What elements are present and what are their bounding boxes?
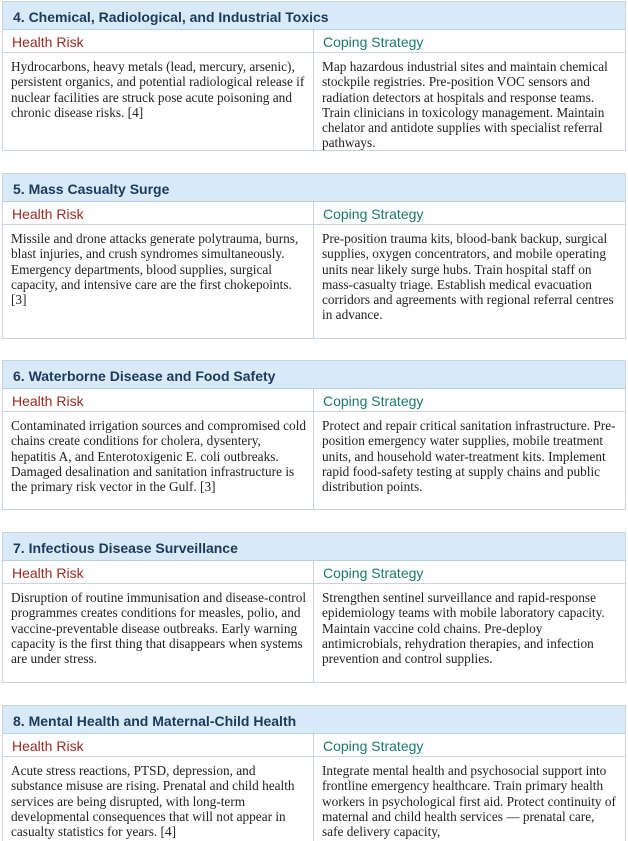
- health-risk-text: Contaminated irrigation sources and compromised cold chains create conditions for cholera, dysentery, hepatitis A, and Enterotoxigenic E. coli outbreaks. Damaged desalination and sanitation infrastructure is the primary risk vector in the Gulf. [3]: [11, 418, 307, 495]
- health-risk-heading: Health Risk: [3, 734, 313, 757]
- coping-strategy-heading: Coping Strategy: [314, 389, 625, 412]
- coping-strategy-heading: Coping Strategy: [314, 561, 625, 584]
- coping-strategy-text: Pre-position trauma kits, blood-bank backup, surgical supplies, oxygen concentrators, and mobile operating units near likely surge hubs. Train hospital staff on mass-casualty triage. Establish medical evacuation corridors and agreements with regional referral centres in advance.: [322, 231, 614, 323]
- coping-strategy-text: Map hazardous industrial sites and maintain chemical stockpile registries. Pre-position VOC sensors and radiation detectors at hospitals and response teams. Train clinicians in toxicology management. Maintain chelator and antidote supplies with specialist referral pathways.: [322, 59, 608, 151]
- coping-strategy-heading: Coping Strategy: [314, 30, 625, 53]
- health-risk-text: Missile and drone attacks generate polytrauma, burns, blast injuries, and crush syndromes simultaneously. Emergency departments, blood supplies, surgical capacity, and intensive care are the first chokepoints. [3]: [11, 231, 299, 308]
- section-title: 6. Waterborne Disease and Food Safety: [3, 361, 625, 389]
- coping-strategy-text: Integrate mental health and psychosocial support into frontline emergency healthcare. Train primary health workers in psychological first aid. Protect continuity of maternal and child health services — prenatal care, safe delivery capacity,: [322, 763, 616, 840]
- health-risk-text: Hydrocarbons, heavy metals (lead, mercury, arsenic), persistent organics, and potential radiological release if nuclear facilities are struck pose acute poisoning and chronic disease risks. [4]: [11, 59, 305, 120]
- section-chemical-toxics: [2, 1, 626, 151]
- section-title: 5. Mass Casualty Surge: [3, 174, 625, 202]
- coping-strategy-heading: Coping Strategy: [314, 202, 625, 225]
- coping-strategy-text: Strengthen sentinel surveillance and rapid-response epidemiology teams with mobile laboratory capacity. Maintain vaccine cold chains. Pre-deploy antimicrobials, rehydration therapies, and infection prevention and control supplies.: [322, 590, 605, 667]
- section-mental-maternal-health: [2, 705, 626, 841]
- section-title: 4. Chemical, Radiological, and Industrial Toxics: [3, 2, 625, 30]
- health-risk-text: Disruption of routine immunisation and disease-control programmes creates conditions for measles, polio, and vaccine-preventable disease outbreaks. Early warning capacity is the first thing that disappears when systems are under stress.: [11, 590, 307, 667]
- health-risk-heading: Health Risk: [3, 561, 313, 584]
- health-risk-text: Acute stress reactions, PTSD, depression, and substance misuse are rising. Prenatal and child health services are being disrupted, with long-term developmental consequences that will not appear in casualty statistics for years. [4]: [11, 763, 295, 840]
- section-title: 8. Mental Health and Maternal-Child Health: [3, 706, 625, 734]
- health-risk-heading: Health Risk: [3, 30, 313, 53]
- coping-strategy-text: Protect and repair critical sanitation infrastructure. Pre-position emergency water supplies, mobile treatment units, and household water-treatment kits. Implement rapid food-safety testing at supply chains and public distribution points.: [322, 418, 616, 495]
- health-risk-heading: Health Risk: [3, 202, 313, 225]
- section-title: 7. Infectious Disease Surveillance: [3, 533, 625, 561]
- coping-strategy-heading: Coping Strategy: [314, 734, 625, 757]
- section-mass-casualty: [2, 173, 626, 339]
- section-waterborne: [2, 360, 626, 510]
- health-risk-heading: Health Risk: [3, 389, 313, 412]
- section-infectious-disease: [2, 532, 626, 683]
